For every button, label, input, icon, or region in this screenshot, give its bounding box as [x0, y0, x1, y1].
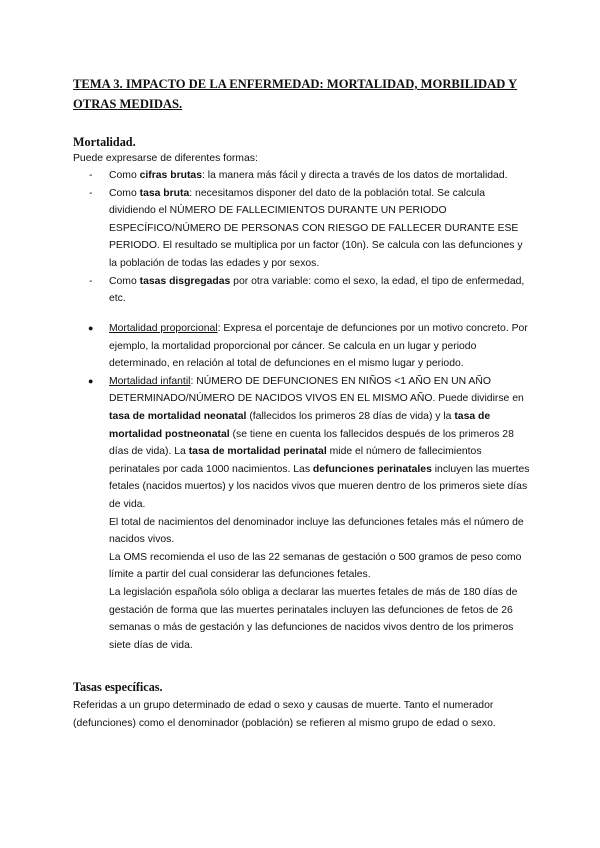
term-mortalidad-proporcional: Mortalidad proporcional	[109, 323, 218, 334]
item-text: por otra variable: como el sexo, la edad, el tipo de enfermedad, etc.	[109, 275, 525, 305]
item-text: (se tiene en cuenta los fallecidos después de los primeros 28 días de vida). La	[109, 428, 514, 458]
item-text: Como	[109, 187, 140, 199]
tasas-especificas-text: Referidas a un grupo determinado de edad o sexo y causas de muerte. Tanto el numerador (defunciones) como el denominador (población) se refieren al mismo grupo de edad o sexo.	[73, 700, 496, 729]
list-item	[73, 167, 533, 185]
dash-marker: -	[89, 170, 93, 181]
dash-marker: -	[89, 187, 93, 199]
infantil-paragraph-4: La legislación española sólo obliga a declarar las muertes fetales de más de 180 días de gestación de forma que las muertes perinatales incluyen las defunciones de fetos de 26 semanas o más de gestación y las defunciones de nacidos vivos dentro de los primeros siete días de vida.	[109, 586, 518, 651]
mortalidad-intro: Puede expresarse de diferentes formas:	[73, 153, 258, 164]
mortality-types-list	[73, 320, 533, 654]
item-text: mide el número de fallecimientos perinatales por cada 1000 nacimientos. Las	[109, 446, 482, 475]
section-heading-tasas-especificas: Tasas específicas.	[73, 680, 163, 694]
item-bold: tasa de mortalidad perinatal	[188, 446, 327, 458]
item-text: (fallecidos los primeros 28 días de vida) y la	[246, 410, 455, 422]
item-bold: tasas disgregadas	[139, 275, 231, 287]
item-text: Como	[109, 170, 140, 181]
infantil-paragraph-3: La OMS recomienda el uso de las 22 semanas de gestación o 500 gramos de peso como límite a partir del cual considerar las defunciones fetales.	[109, 551, 522, 581]
bullet-marker: ●	[88, 323, 94, 333]
bullet-marker: ●	[88, 375, 94, 386]
mortalidad-forms-list	[73, 167, 533, 308]
item-bold: defunciones perinatales	[312, 463, 432, 475]
list-item	[73, 273, 533, 308]
list-item-proporcional	[73, 320, 533, 373]
item-bold: tasa bruta	[139, 187, 190, 199]
list-item-infantil	[73, 373, 533, 655]
item-bold: tasa de mortalidad neonatal	[109, 410, 247, 422]
item-text: Como	[109, 275, 140, 287]
item-text: : Expresa el porcentaje de defunciones por un motivo concreto. Por ejemplo, la mortalidad proporcional por cáncer. Se calcula en un lugar y periodo determinado, en relación al total de defunciones en el mismo lugar y periodo.	[109, 323, 528, 370]
item-bold: tasa de mortalidad postneonatal	[109, 410, 491, 440]
item-text: : necesitamos disponer del dato de la población total. Se calcula dividiendo el NÚMERO DE FALLECIMIENTOS DURANTE UN PERIODO ESPECÍFICO/NÚMERO DE PERSONAS CON RIESGO DE FALLECER DURANTE ESE PERIODO. El resultado se multiplica por un factor (10n). Se calcula con las defunciones y la población de todas las edades y por sexos.	[109, 187, 523, 269]
item-text: : la manera más fácil y directa a través de los datos de mortalidad.	[201, 170, 508, 181]
dash-marker: -	[89, 275, 93, 287]
infantil-paragraph-2: El total de nacimientos del denominador incluye las defunciones fetales más el número de nacidos vivos.	[109, 516, 524, 546]
term-mortalidad-infantil: Mortalidad infantil	[109, 375, 191, 387]
item-bold: cifras brutas	[139, 170, 202, 181]
list-item	[73, 185, 533, 273]
page-title: TEMA 3. IMPACTO DE LA ENFERMEDAD: MORTALIDAD, MORBILIDAD Y OTRAS MEDIDAS.	[73, 77, 518, 111]
section-heading-mortalidad: Mortalidad.	[73, 135, 136, 149]
item-text: : NÚMERO DE DEFUNCIONES EN NIÑOS <1 AÑO EN UN AÑO DETERMINADO/NÚMERO DE NACIDOS VIVOS EN EL MISMO AÑO. Puede dividirse en	[109, 375, 524, 405]
item-text: incluyen las muertes fetales (nacidos muertos) y los nacidos vivos que mueren dentro de los primeros siete días de vida.	[109, 463, 530, 510]
